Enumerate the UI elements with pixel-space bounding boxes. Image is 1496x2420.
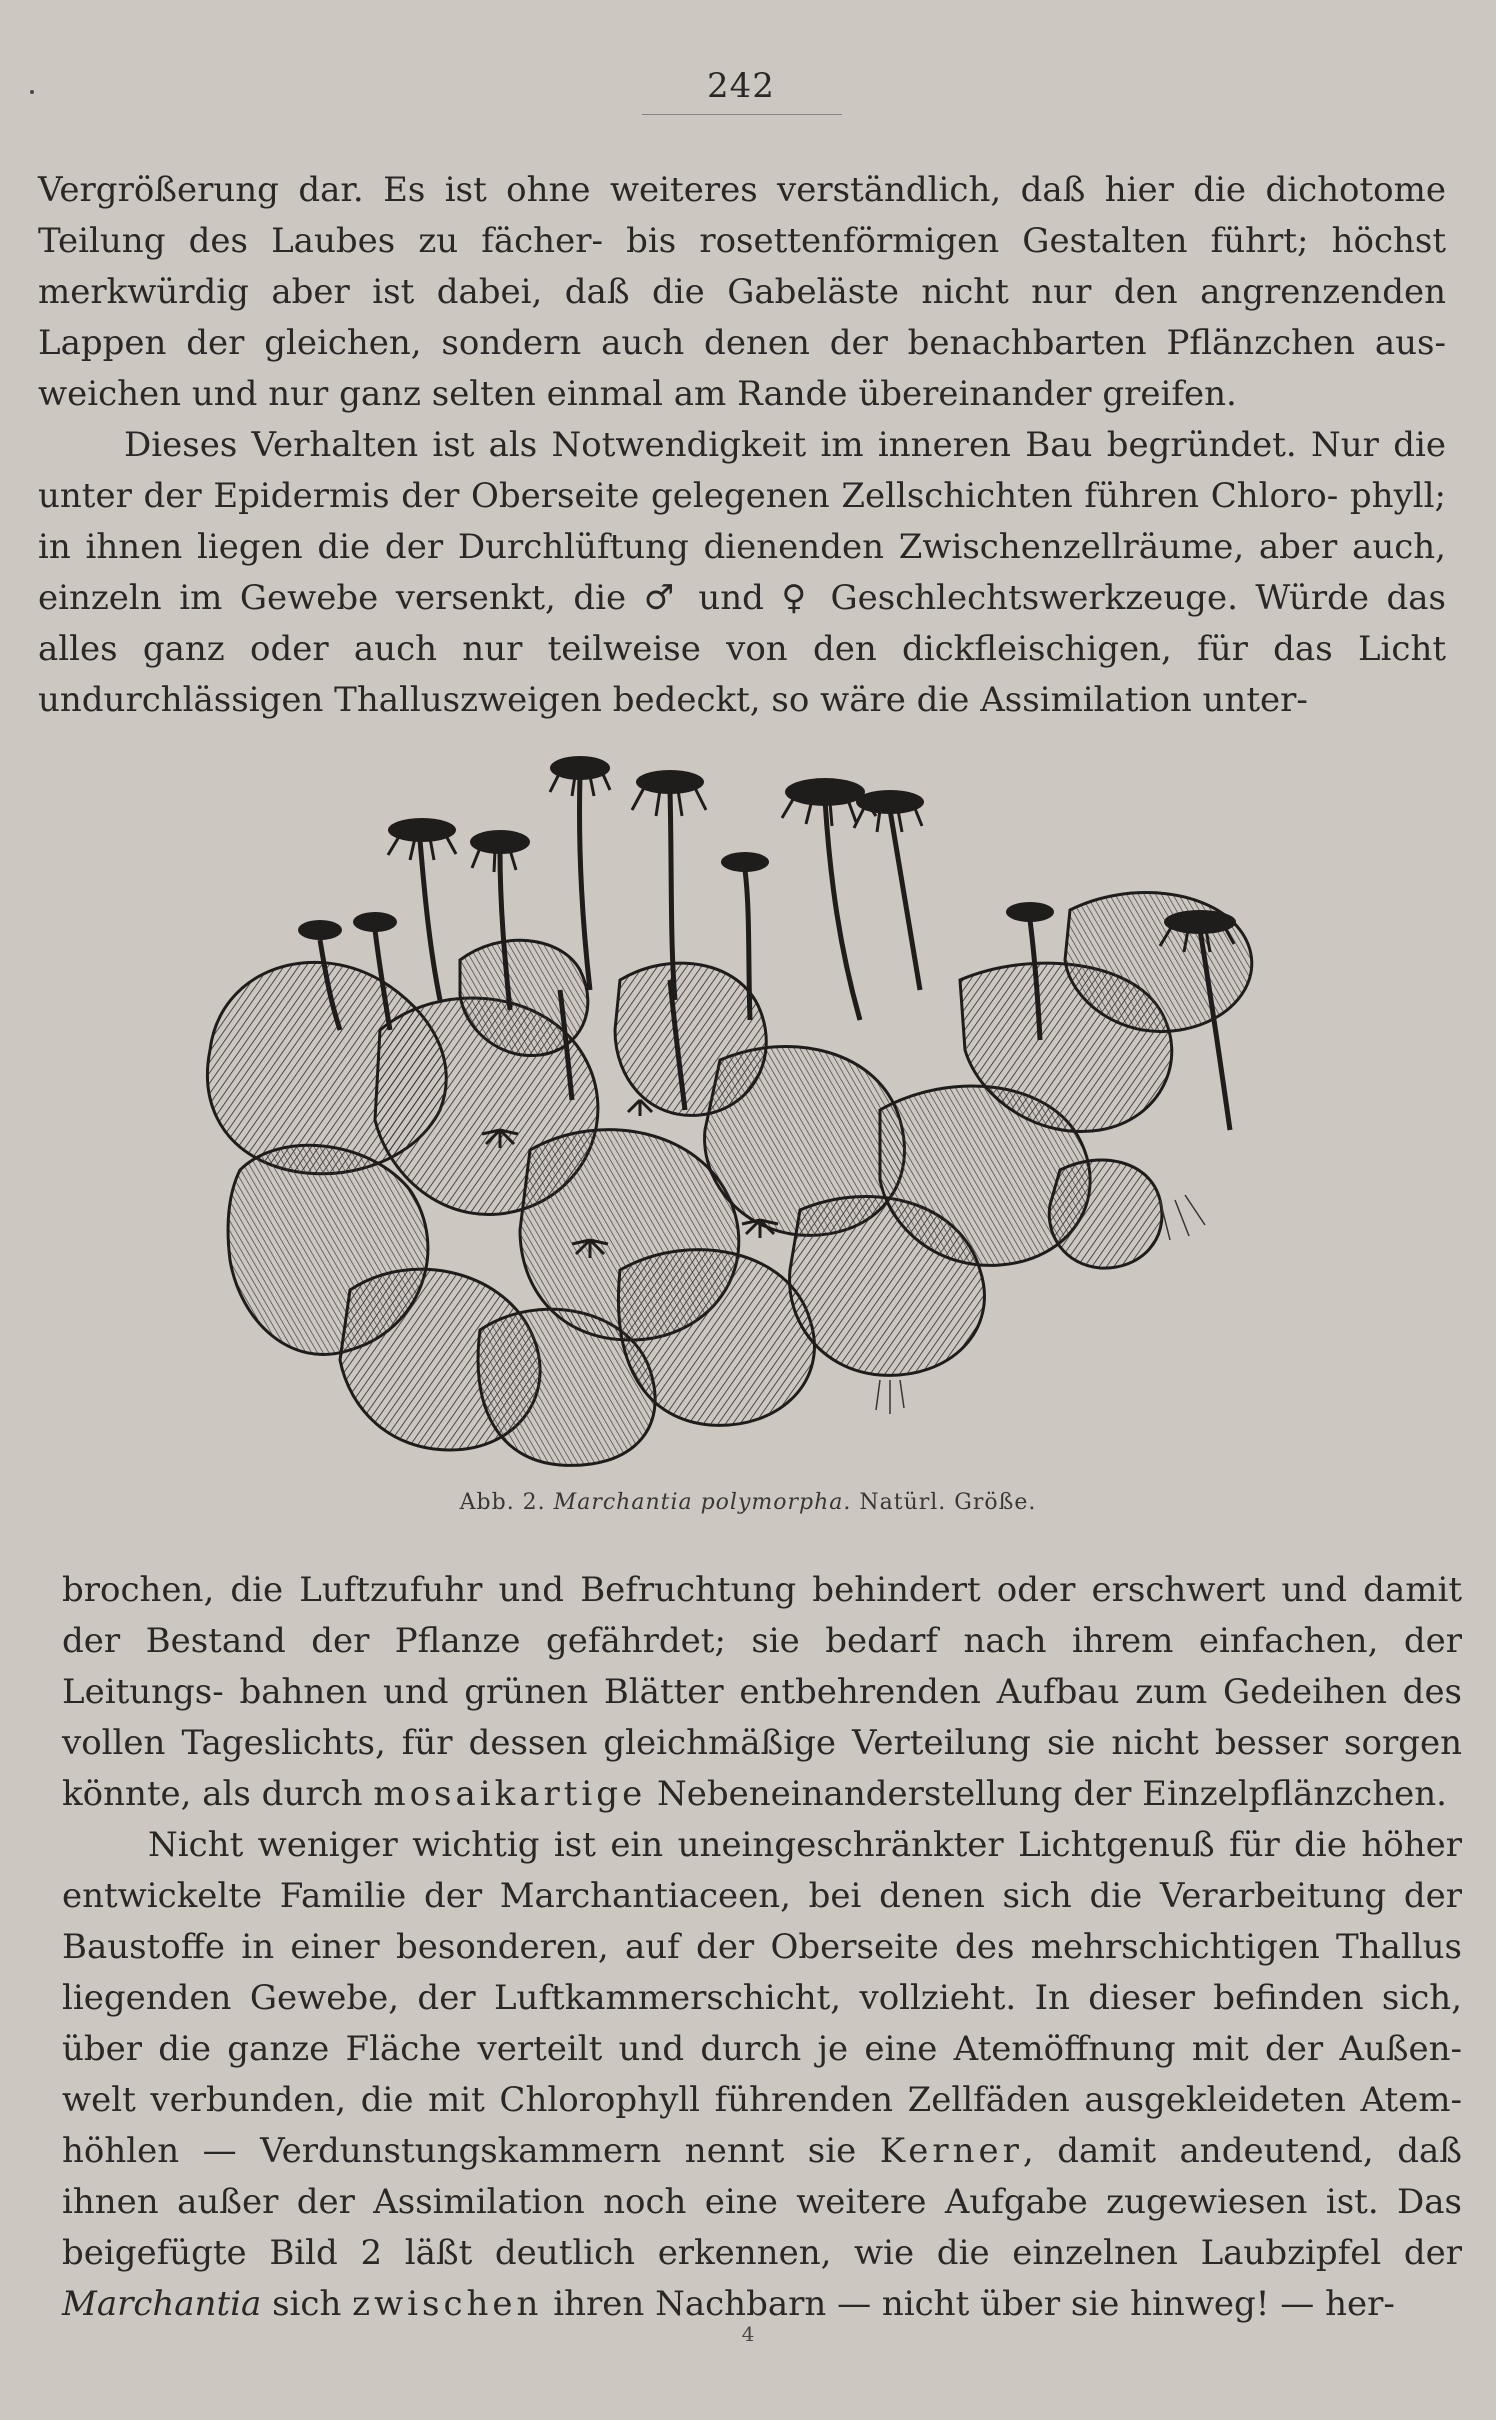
text-line: ihnen außer der Assimilation noch eine weitere Aufgabe zugewiesen ist. Das [62, 2182, 1462, 2222]
paragraph-4 [62, 1820, 1462, 2330]
text-line: merkwürdig aber ist dabei, daß die Gabeläste nicht nur den angrenzenden [38, 272, 1446, 312]
text-line: bahnen und grünen Blätter entbehrenden Aufbau zum Gedeihen des vollen [62, 1672, 1463, 1763]
paragraph-1 [38, 165, 1446, 420]
figure-caption [0, 1490, 1496, 1515]
emphasized-word: zwischen [352, 2284, 543, 2324]
text-line: ihren Nachbarn — nicht über sie hinweg! — her- [542, 2284, 1395, 2324]
paragraph-2 [38, 420, 1446, 726]
genus-name: Marchantia [62, 2284, 262, 2324]
caption-label: Abb. 2. [459, 1490, 546, 1515]
emphasized-word: mosaikartige [373, 1774, 647, 1814]
page-number-rule [642, 114, 842, 115]
text-line: , damit andeutend, daß [1022, 2131, 1462, 2171]
text-line: der Bestand der Pflanze gefährdet; sie bedarf nach ihrem einfachen, der Leitungs- [62, 1621, 1462, 1712]
text-line: Nicht weniger wichtig ist ein uneingeschränkter Lichtgenuß für die höher [148, 1825, 1462, 1865]
emphasized-name: Kerner [879, 2131, 1023, 2171]
page-number: 242 [707, 66, 775, 106]
paragraph-3 [62, 1565, 1462, 1820]
text-line: über die ganze Fläche verteilt und durch je eine Atemöffnung mit der Außen- [62, 2029, 1462, 2069]
text-line: entwickelte Familie der Marchantiaceen, bei denen sich die Verarbeitung der [62, 1876, 1462, 1916]
text-line: welt verbunden, die mit Chlorophyll führenden Zellfäden ausgekleideten Atem- [62, 2080, 1462, 2120]
text-line: liegenden Gewebe, der Luftkammerschicht, vollzieht. In dieser befinden sich, [62, 1978, 1462, 2018]
text-line: beigefügte Bild 2 läßt deutlich erkennen, wie die einzelnen Laubzipfel der [62, 2233, 1462, 2273]
thallus-lobes [207, 893, 1251, 1466]
text-line: höhlen — Verdunstungskammern nennt sie [62, 2131, 880, 2171]
text-line: Dieses Verhalten ist als Notwendigkeit im inneren Bau begründet. Nur [124, 425, 1379, 465]
caption-species: Marchantia polymorpha. [553, 1490, 852, 1515]
text-line: weichen und nur ganz selten einmal am Rande übereinander greifen. [38, 374, 1237, 414]
text-line: Teilung des Laubes zu fächer- bis rosettenförmigen Gestalten führt; höchst [38, 221, 1446, 261]
text-line: brochen, die Luftzufuhr und Befruchtung behindert oder erschwert und damit [62, 1570, 1462, 1610]
text-line: die unter der Epidermis der Oberseite gelegenen Zellschichten führen Chloro- [38, 425, 1446, 516]
marchantia-drawing [200, 730, 1310, 1490]
signature-mark: 4 [741, 2322, 755, 2346]
text-block-bottom [62, 1565, 1462, 2330]
text-line: Licht undurchlässigen Thalluszweigen bedeckt, so wäre die Assimilation unter- [38, 629, 1447, 720]
text-line: phyll; in ihnen liegen die der Durchlüftung dienenden Zwischenzellräume, [38, 476, 1446, 567]
text-line: sich [261, 2284, 353, 2324]
text-line: als durch [202, 1774, 374, 1814]
text-line: Würde das alles ganz oder auch nur teilweise von den dickfleischigen, für das [38, 578, 1447, 669]
text-block-top [38, 165, 1446, 726]
text-line: aber auch, einzeln im Gewebe versenkt, die ♂ und ♀ Geschlechtswerkzeuge. [38, 527, 1446, 618]
marchantia-illustration [200, 730, 1310, 1490]
text-line: Tageslichts, für dessen gleichmäßige Verteilung sie nicht besser sorgen könnte, [62, 1723, 1462, 1814]
caption-size: Natürl. Größe. [859, 1490, 1037, 1515]
text-line: Lappen der gleichen, sondern auch denen der benachbarten Pflänzchen aus- [38, 323, 1446, 363]
text-line: Baustoffe in einer besonderen, auf der Oberseite des mehrschichtigen Thallus [62, 1927, 1462, 1967]
text-line: Nebeneinanderstellung der Einzelpflänzchen. [646, 1774, 1447, 1814]
text-line: Vergrößerung dar. Es ist ohne weiteres verständlich, daß hier die dichotome [38, 170, 1446, 210]
